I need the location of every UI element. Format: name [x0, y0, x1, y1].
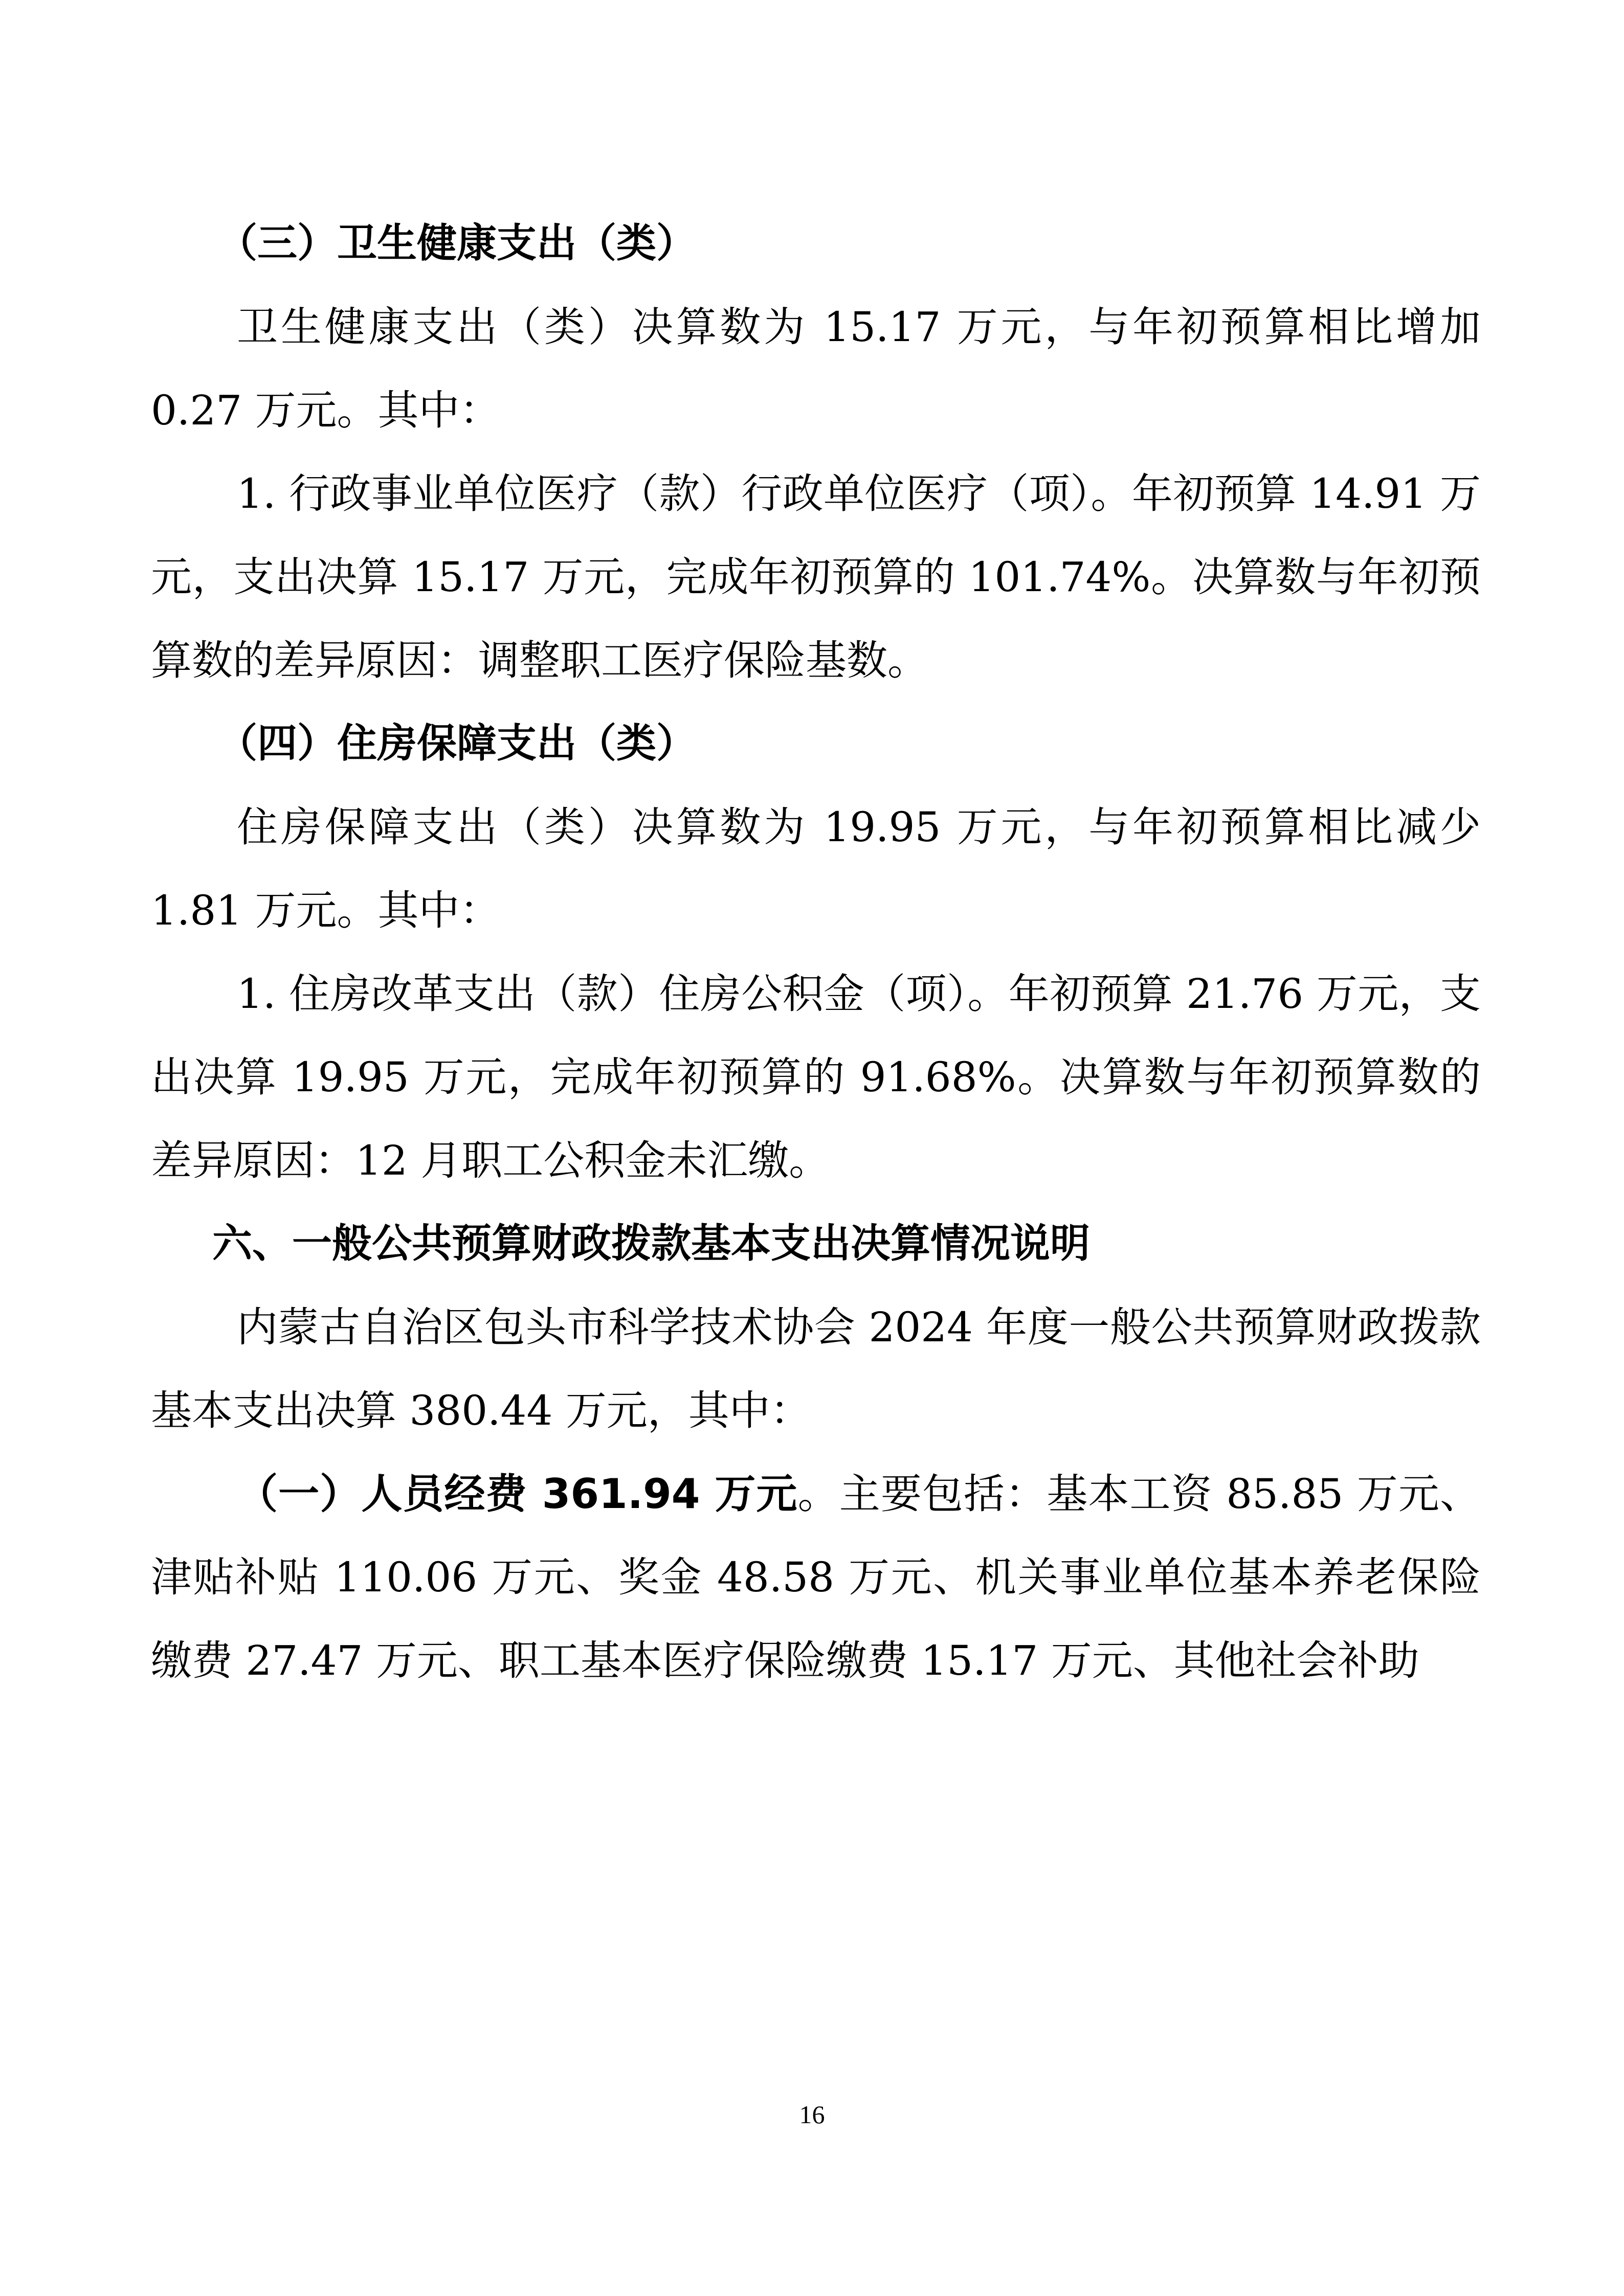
health-section-heading: （三）卫生健康支出（类） [217, 220, 697, 266]
personnel-expenditure-lead: （一）人员经费 361.94 万元 [237, 1470, 798, 1518]
personnel-expenditure-detail: 。主要包括：基本工资 85.85 万元、津贴补贴 110.06 万元、奖金 48.58 万元、机关事业单位基本养老保险缴费 27.47 万元、职工基本医疗保险缴费 15.17 万元、其他社会补助 [151, 1470, 1481, 1684]
health-summary-paragraph: 卫生健康支出（类）决算数为 15.17 万元，与年初预算相比增加 0.27 万元。其中： [151, 303, 1481, 434]
housing-item-1-paragraph: 1. 住房改革支出（款）住房公积金（项）。年初预算 21.76 万元，支出决算 19.95 万元，完成年初预算的 91.68%。决算数与年初预算数的差异原因：12 月职工公积金未汇缴。 [151, 970, 1481, 1184]
housing-section-heading: （四）住房保障支出（类） [217, 721, 697, 767]
housing-summary-paragraph: 住房保障支出（类）决算数为 19.95 万元，与年初预算相比减少 1.81 万元。其中： [151, 803, 1481, 934]
page-content [151, 202, 1481, 1702]
personnel-expenditure-paragraph [151, 1452, 1481, 1702]
basic-expenditure-heading: 六、一般公共预算财政拨款基本支出决算情况说明 [212, 1221, 1091, 1267]
basic-expenditure-summary-paragraph: 内蒙古自治区包头市科学技术协会 2024 年度一般公共预算财政拨款基本支出决算 380.44 万元，其中： [151, 1303, 1481, 1434]
page-number: 16 [799, 2100, 825, 2129]
health-item-1-paragraph: 1. 行政事业单位医疗（款）行政单位医疗（项）。年初预算 14.91 万元，支出决算 15.17 万元，完成年初预算的 101.74%。决算数与年初预算数的差异原因：调整职工医疗保险基数。 [151, 470, 1481, 684]
